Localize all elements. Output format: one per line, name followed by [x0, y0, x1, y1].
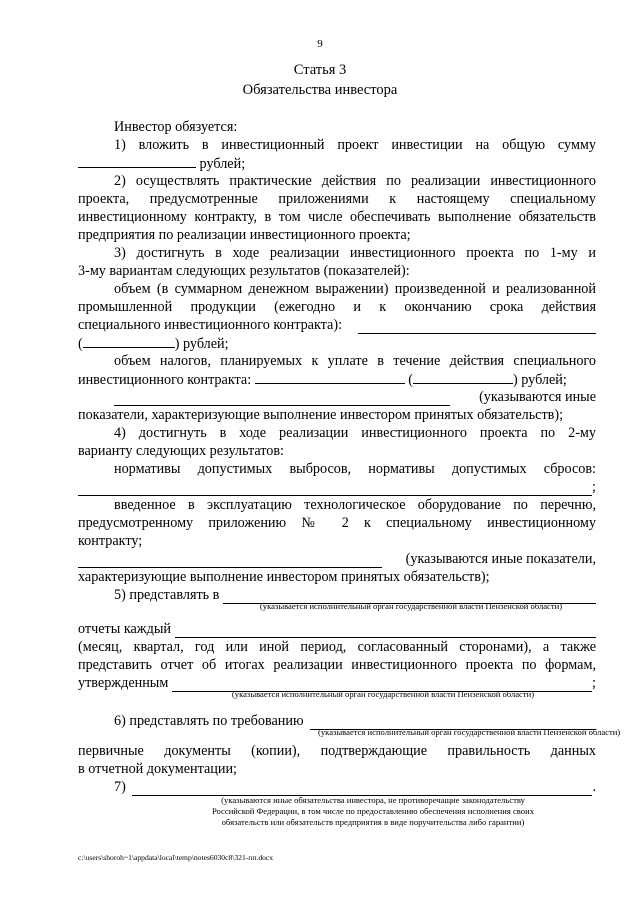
blank-field	[78, 154, 196, 168]
text-fragment: 7)	[114, 779, 126, 795]
blank-field	[78, 554, 382, 568]
text-line	[114, 388, 596, 406]
text-line: 3) достигнуть в ходе реализации инвестиционного проекта по 1-му и	[114, 245, 596, 261]
field-note: Российской Федерации, в том числе по предоставлению обеспечения исполнения своих	[211, 806, 534, 816]
blank-field	[78, 482, 592, 496]
text-line	[114, 778, 596, 796]
page-number: 9	[317, 38, 323, 50]
text-line	[78, 620, 596, 638]
blank-field	[114, 392, 450, 406]
text-line: нормативы допустимых выбросов, нормативы допустимых сбросов:	[114, 461, 596, 477]
text-fragment: ;	[592, 675, 596, 691]
article-heading: Статья 3	[293, 62, 347, 78]
text-line: варианту следующих результатов:	[78, 443, 284, 459]
text-fragment: ) рублей;	[174, 336, 229, 352]
field-note: (указывается исполнительный орган государственной власти Пензенской области)	[231, 689, 535, 699]
text-line	[78, 550, 596, 568]
text-line: показатели, характеризующие выполнение инвестором принятых обязательств);	[78, 407, 564, 423]
text-fragment: (указываются иные показатели,	[405, 551, 596, 567]
text-line: 1) вложить в инвестиционный проект инвестиции на общую сумму	[114, 137, 596, 153]
text-line: 4) достигнуть в ходе реализации инвестиционного проекта по 2-му	[114, 425, 596, 441]
text-line: (месяц, квартал, год или иной период, согласованный сторонами), а также	[78, 639, 596, 655]
text-fragment: (	[78, 336, 83, 352]
article-title: Обязательства инвестора	[242, 82, 398, 98]
text-line	[78, 478, 596, 496]
text-fragment: (указываются иные	[479, 389, 596, 405]
field-note: обязательств или обязательств предприятия в виде поручительства либо гарантии)	[221, 817, 525, 827]
text-line: инвестиционному контракту, в том числе обеспечивать выполнение обязательств	[78, 209, 596, 225]
footer-file-path: c:\users\shoroh~1\appdata\local\temp\notes6030c8\321-пп.docx	[78, 853, 274, 862]
text-fragment: утвержденным	[78, 675, 169, 691]
text-line	[78, 154, 596, 173]
text-fragment: специального инвестиционного контракта):	[78, 317, 343, 333]
text-line: в отчетной документации;	[78, 761, 237, 777]
blank-field	[413, 370, 513, 384]
field-note: (указываются иные обязательства инвестора, не противоречащие законодательству	[221, 795, 525, 805]
text-line: объем (в суммарном денежном выражении) произведенной и реализованной	[114, 281, 596, 297]
text-line: 2) осуществлять практические действия по реализации инвестиционного	[114, 173, 596, 189]
text-fragment: отчеты каждый	[78, 621, 171, 637]
text-line: предприятия по реализации инвестиционного проекта;	[78, 227, 411, 243]
text-fragment: инвестиционного контракта:	[78, 372, 252, 388]
text-fragment: ;	[592, 479, 596, 495]
text-line	[78, 316, 596, 334]
text-line: предусмотренному приложению № 2 к специальному инвестиционному	[78, 515, 596, 531]
blank-field	[132, 782, 593, 796]
blank-field	[175, 624, 596, 638]
field-note: (указывается исполнительный орган государственной власти Пензенской области)	[318, 727, 621, 737]
blank-field	[83, 334, 175, 348]
text-line	[78, 370, 596, 389]
text-line	[78, 334, 596, 353]
text-fragment: .	[592, 779, 596, 795]
text-line: объем налогов, планируемых к уплате в течение действия специального	[114, 353, 596, 369]
text-line: проекта, предусмотренные приложениями к настоящему специальному	[78, 191, 596, 207]
text-line: промышленной продукции (ежегодно и к окончанию срока действия	[78, 299, 596, 315]
text-line: первичные документы (копии), подтверждающие правильность данных	[78, 743, 596, 759]
text-line: Инвестор обязуется:	[114, 119, 238, 135]
text-line: характеризующие выполнение инвестором принятых обязательств);	[78, 569, 490, 585]
text-line: контракту;	[78, 533, 143, 549]
text-fragment: рублей;	[199, 156, 246, 172]
blank-field	[255, 370, 405, 384]
text-fragment: ) рублей;	[512, 372, 567, 388]
text-fragment: 6) представлять по требованию	[114, 713, 304, 729]
text-fragment: (	[408, 372, 413, 388]
blank-field	[358, 320, 596, 334]
text-line: введенное в эксплуатацию технологическое оборудование по перечню,	[114, 497, 596, 513]
text-line: представить отчет об итогах реализации инвестиционного проекта по формам,	[78, 657, 596, 673]
text-fragment: 5) представлять в	[114, 587, 220, 603]
text-line: 3-му вариантам следующих результатов (показателей):	[78, 263, 410, 279]
field-note: (указывается исполнительный орган государственной власти Пензенской области)	[259, 601, 563, 611]
